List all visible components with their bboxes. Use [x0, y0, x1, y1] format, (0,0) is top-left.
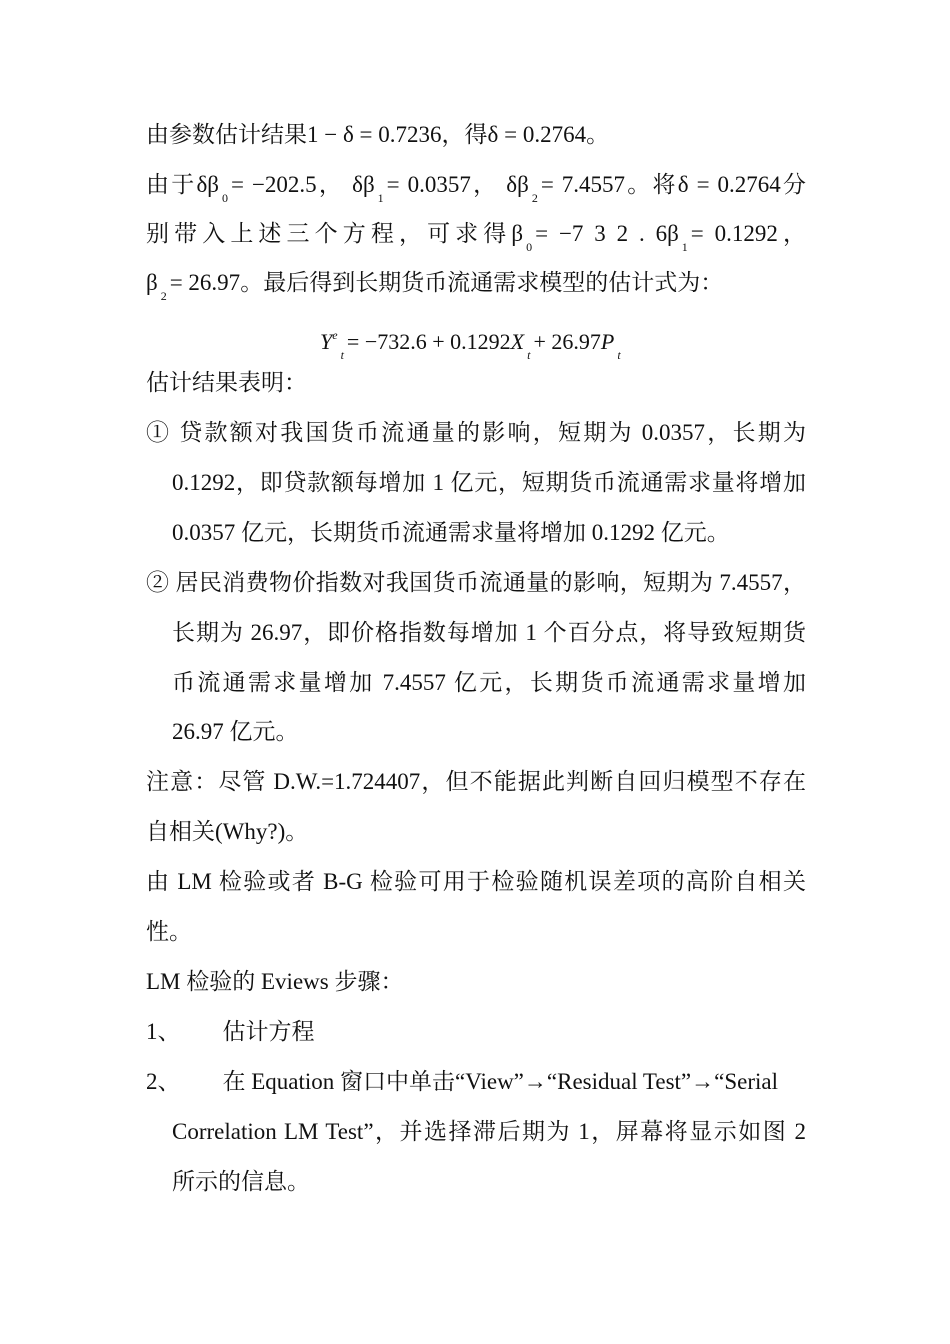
symbol: β [511, 221, 524, 246]
symbol: ， δβ [316, 172, 375, 197]
note-line-2: 自相关(Why?)。 [146, 819, 309, 844]
eq-mid1: = −732.6 + 0.1292 [346, 329, 511, 354]
symbol: δβ [196, 172, 220, 197]
text: 由于 [146, 172, 197, 197]
conclusion-1-line-2: 0.1292，即贷款额每增加 1 亿元，短期货币流通需求量将增加 [172, 470, 806, 495]
symbol: β [146, 270, 158, 295]
text: 。 [586, 122, 610, 147]
subscript: 0 [526, 240, 533, 254]
text: 由参数估计结果 [146, 122, 307, 147]
conclusion-1-line-1: ① 贷款额对我国货币流通量的影响，短期为 0.0357，长期为 [146, 420, 806, 445]
text: 分 [780, 172, 806, 197]
step-2-line-1 [146, 1067, 806, 1097]
formula-delta-hat: δ = 0.2764 [487, 122, 587, 147]
conclusion-2-line-3: 币流通需求量增加 7.4557 亿元，长期货币流通需求量增加 [172, 670, 806, 695]
subscript: 1 [377, 191, 384, 205]
text: 别带入上述三个方程，可求得 [146, 221, 512, 246]
value: = 26.97 [169, 270, 241, 295]
step-1 [146, 1017, 315, 1047]
value: = −202.5 [231, 172, 317, 197]
conclusion-2-line-2: 长期为 26.97，即价格指数每增加 1 个百分点，将导致短期货 [172, 620, 806, 645]
results-heading: 估计结果表明： [146, 370, 307, 395]
conclusion-2-line-1: ② 居民消费物价指数对我国货币流通量的影响，短期为 7.4557， [146, 570, 806, 595]
lm-line-1: 由 LM 检验或者 B-G 检验可用于检验随机误差项的高阶自相关 [146, 869, 806, 894]
model-equation [320, 320, 624, 370]
step-2-line-3: 所示的信息。 [172, 1169, 310, 1194]
step-2-line-2: Correlation LM Test”，并选择滞后期为 1，屏幕将显示如图 2 [172, 1119, 806, 1144]
eq-y: Y [320, 329, 333, 354]
text: ， [777, 221, 806, 246]
eq-sup-e: e [332, 328, 338, 342]
symbol: β [667, 221, 679, 246]
eq-sub-t: t [527, 348, 531, 362]
line-estimate-result [146, 120, 609, 150]
step-text: 在 Equation 窗口中单击“View”→“Residual Test”→“Serial [222, 1069, 778, 1094]
eq-sub-t: t [340, 348, 344, 362]
step-text: 估计方程 [222, 1019, 315, 1044]
steps-heading: LM 检验的 Eviews 步骤： [146, 969, 404, 994]
conclusion-2-line-4: 26.97 亿元。 [172, 719, 299, 744]
line-betas [146, 219, 806, 262]
formula-one-minus-delta: 1 − δ = 0.7236 [307, 122, 442, 147]
value: = 7.4557 [540, 172, 626, 197]
line-delta-betas [146, 170, 806, 213]
formula-delta-hat: δ = 0.2764 [677, 172, 781, 197]
subscript: 2 [160, 289, 167, 303]
conclusion-1-line-3: 0.0357 亿元，长期货币流通需求量将增加 0.1292 亿元。 [172, 520, 730, 545]
line-beta2 [146, 268, 723, 311]
subscript: 0 [222, 191, 229, 205]
text: ，得 [441, 122, 488, 147]
note-line-1: 注意：尽管 D.W.=1.724407，但不能据此判断自回归模型不存在 [146, 769, 806, 794]
text: 。将 [625, 172, 678, 197]
subscript: 2 [531, 191, 538, 205]
value: = 0.1292 [690, 221, 778, 246]
step-number: 1、 [146, 1019, 181, 1044]
step-number: 2、 [146, 1069, 181, 1094]
subscript: 1 [681, 240, 688, 254]
symbol: ， δβ [470, 172, 529, 197]
eq-mid2: + 26.97 [533, 329, 601, 354]
value: = 0.0357 [386, 172, 471, 197]
eq-p: P [600, 329, 615, 354]
value: = −7 3 2 . 6 [535, 221, 668, 246]
eq-x: X [510, 329, 525, 354]
text: 。最后得到长期货币流通需求模型的估计式为： [240, 270, 724, 295]
eq-sub-t: t [617, 348, 621, 362]
lm-line-2: 性。 [146, 919, 192, 944]
